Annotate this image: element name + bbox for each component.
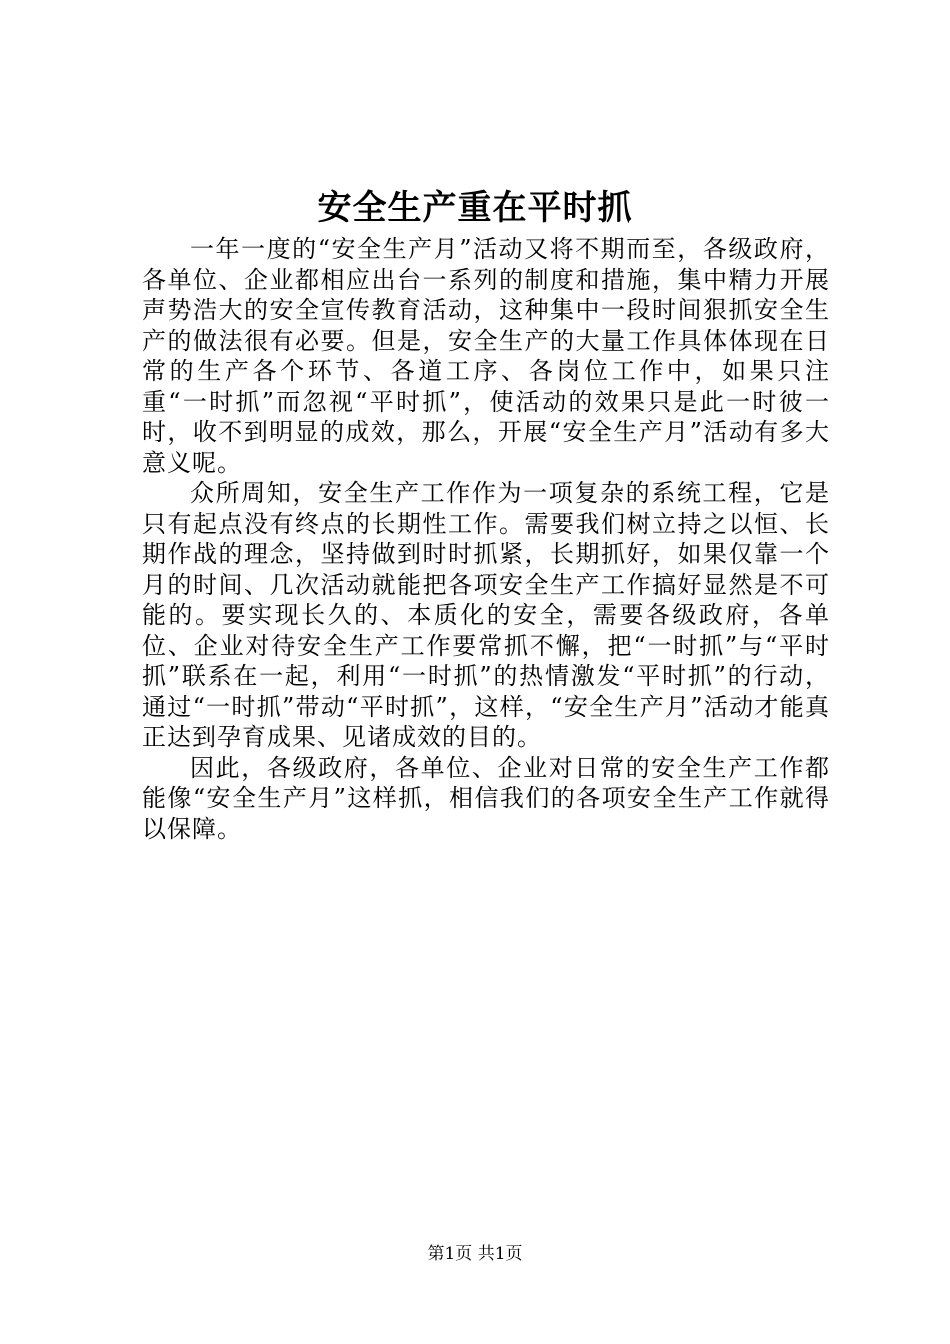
paragraph-3: 因此，各级政府，各单位、企业对日常的安全生产工作都能像“安全生产月”这样抓，相信我们的各项安全生产工作就得以保障。 xyxy=(142,753,830,843)
document-body xyxy=(142,234,830,844)
page-number-footer: 第1页 共1页 xyxy=(427,1244,523,1264)
page-title: 安全生产重在平时抓 xyxy=(317,188,633,228)
paragraph-1: 一年一度的“安全生产月”活动又将不期而至，各级政府，各单位、企业都相应出台一系列的制度和措施，集中精力开展声势浩大的安全宣传教育活动，这种集中一段时间狠抓安全生产的做法很有必要。但是，安全生产的大量工作具体体现在日常的生产各个环节、各道工序、各岗位工作中，如果只注重“一时抓”而忽视“平时抓”，使活动的效果只是此一时彼一时，收不到明显的成效，那么，开展“安全生产月”活动有多大意义呢。 xyxy=(142,235,830,477)
paragraph-2: 众所周知，安全生产工作作为一项复杂的系统工程，它是只有起点没有终点的长期性工作。需要我们树立持之以恒、长期作战的理念，坚持做到时时抓紧，长期抓好，如果仅靠一个月的时间、几次活动就能把各项安全生产工作搞好显然是不可能的。要实现长久的、本质化的安全，需要各级政府，各单位、企业对待安全生产工作要常抓不懈，把“一时抓”与“平时抓”联系在一起，利用“一时抓”的热情激发“平时抓”的行动，通过“一时抓”带动“平时抓”，这样，“安全生产月”活动才能真正达到孕育成果、见诸成效的目的。 xyxy=(142,479,830,751)
